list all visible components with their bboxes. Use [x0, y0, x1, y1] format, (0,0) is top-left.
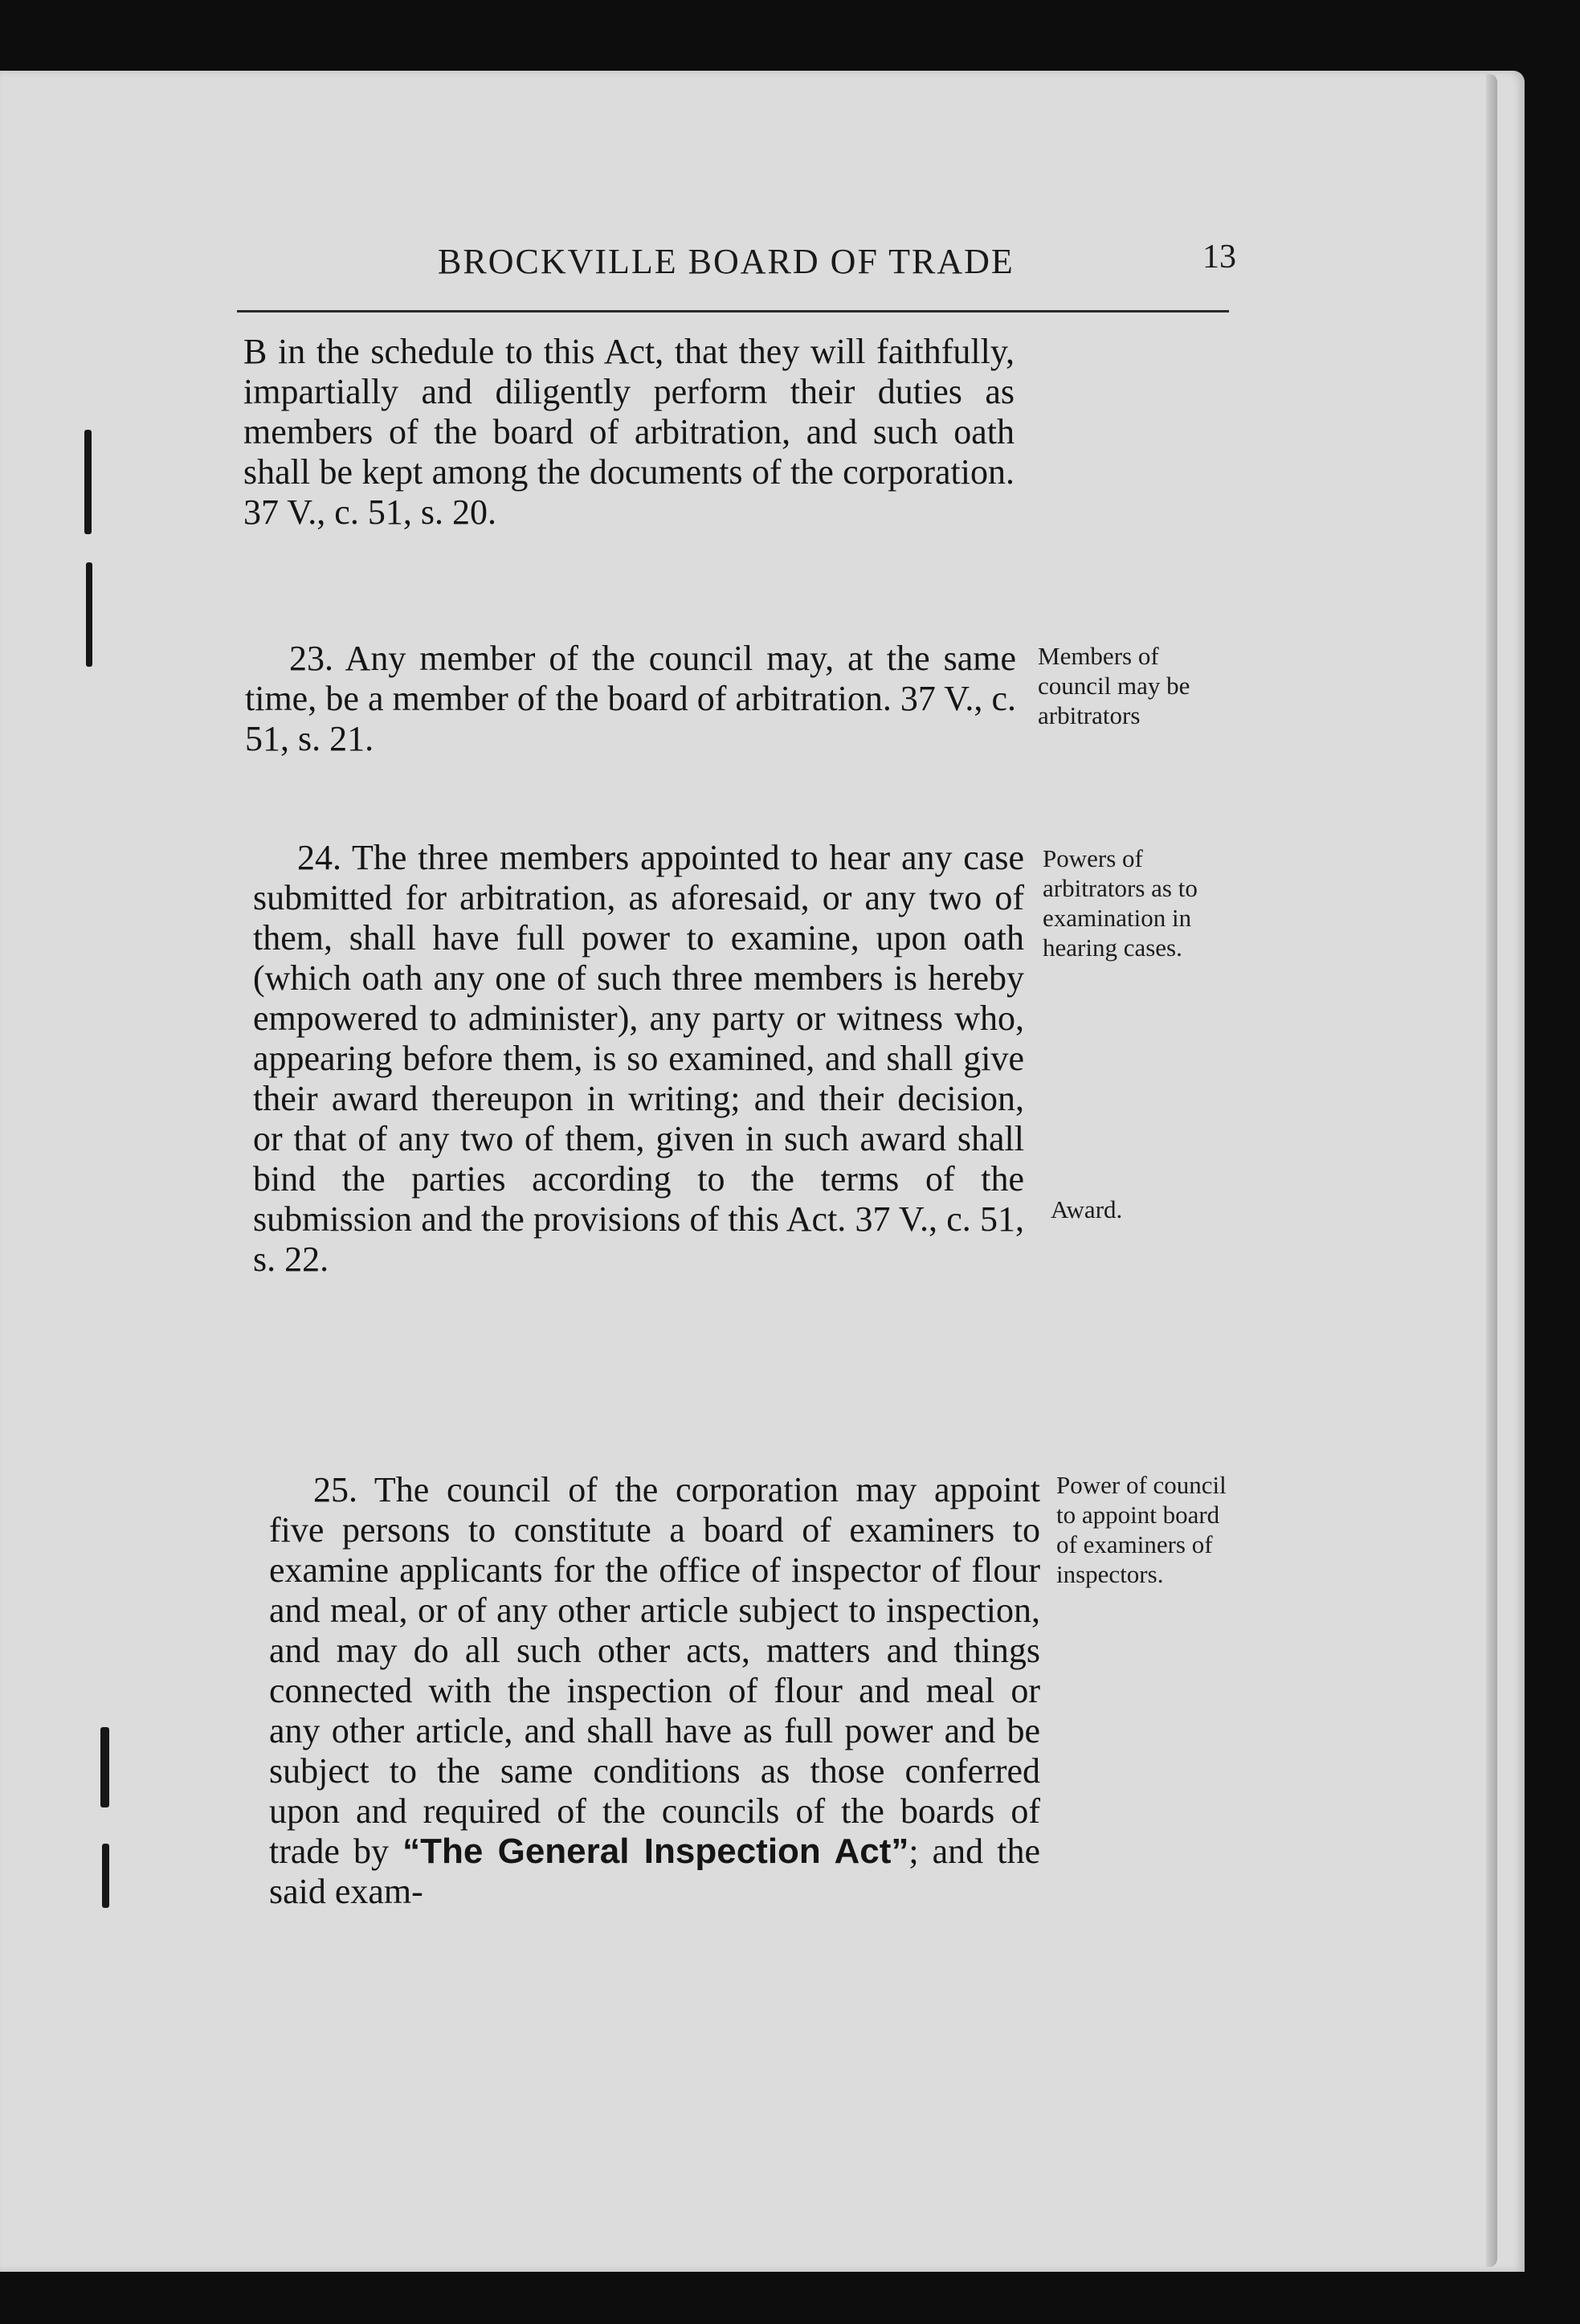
margin-note-award: Award. [1051, 1195, 1123, 1223]
header-rule [237, 310, 1229, 312]
section-23: 23. Any member of the council may, at the same time, be a member of the board of arbitration. 37 V., c. 51, s. 21. [245, 639, 1016, 758]
act-name: “The General Inspection Act” [402, 1832, 909, 1871]
section-25 [269, 1470, 1040, 1912]
page-edge [1486, 74, 1497, 2267]
paragraph-continued: B in the schedule to this Act, that they will faithfully, impartially and diligently perform their duties as members of the board of arbitration, and such oath shall be kept among the documents of the corporation. 37 V., c. 51, s. 20. [243, 332, 1015, 532]
section-25-text-end: ; and the said exam- [269, 1832, 1041, 1911]
page-number: 13 [1202, 239, 1236, 276]
margin-note-powers: Powers of arbitrators as to examination in hearing cases. [1043, 844, 1198, 962]
binding-mark [84, 430, 92, 534]
binding-mark [100, 1727, 109, 1807]
section-25-text: 25. The council of the corporation may appoint five persons to constitute a board of examiners to examine applicants for the office of inspector of flour and meal, or of any other article subject to inspection, and may do all such other acts, matters and things connected with the inspection of flour and meal or any other article, and shall have as full power and be subject to the same conditions as those conferred upon and required of the councils of the boards of trade by [269, 1470, 1040, 1871]
running-title: BROCKVILLE BOARD OF TRADE [438, 242, 1015, 281]
margin-note-examiners: Power of council to appoint board of examiners of inspectors. [1056, 1471, 1227, 1588]
section-24: 24. The three members appointed to hear any case submitted for arbitration, as aforesaid, or any two of them, shall have full power to examine, upon oath (which oath any one of such three members is hereby empowered to administer), any party or witness who, appearing before them, is so examined, and shall give their award thereupon in writing; and their decision, or that of any two of them, given in such award shall bind the parties according to the terms of the submission and the provisions of this Act. 37 V., c. 51, s. 22. [253, 838, 1024, 1279]
binding-mark [86, 562, 92, 667]
binding-mark [102, 1844, 109, 1908]
margin-note-members: Members of council may be arbitrators [1038, 642, 1190, 729]
